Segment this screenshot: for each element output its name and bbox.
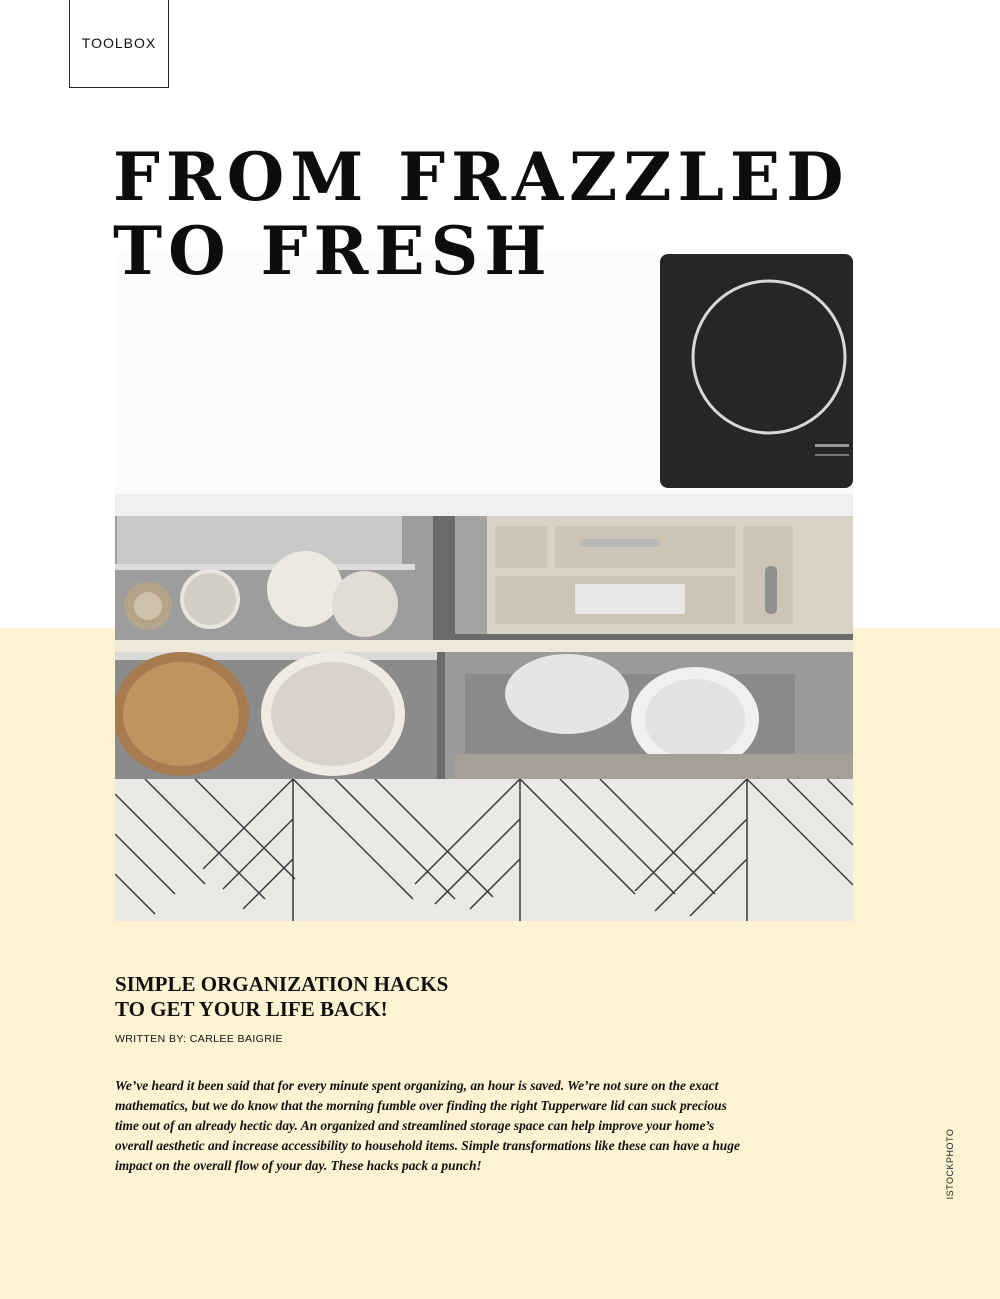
- headline-line-2: TO FRESH: [113, 212, 553, 290]
- byline: WRITTEN BY: CARLEE BAIGRIE: [115, 1033, 283, 1045]
- hero-image-kitchen-drawers: [115, 254, 853, 921]
- subhead-line-2: TO GET YOUR LIFE BACK!: [115, 997, 388, 1021]
- subhead: [115, 972, 448, 1022]
- subhead-line-1: SIMPLE ORGANIZATION HACKS: [115, 972, 449, 996]
- photo-credit: ISTOCKPHOTO: [945, 1128, 955, 1200]
- intro-paragraph: We’ve heard it been said that for every minute spent organizing, an hour is saved. We’re not sure on the exact mathematics, but we do know that the morning fumble over finding the right Tupperware lid can suck precious time out of an already hectic day. An organized and streamlined storage space can help improve your home’s overall aesthetic and increase accessibility to household items. Simple transformations like these can have a huge impact on the overall flow of your day. These hacks pack a punch!: [115, 1078, 740, 1173]
- cooktop: [660, 254, 853, 488]
- section-tag-label: TOOLBOX: [81, 35, 157, 51]
- section-tag: [69, 0, 169, 88]
- headline-line-1: FROM FRAZZLED: [113, 138, 850, 216]
- headline: [113, 140, 849, 288]
